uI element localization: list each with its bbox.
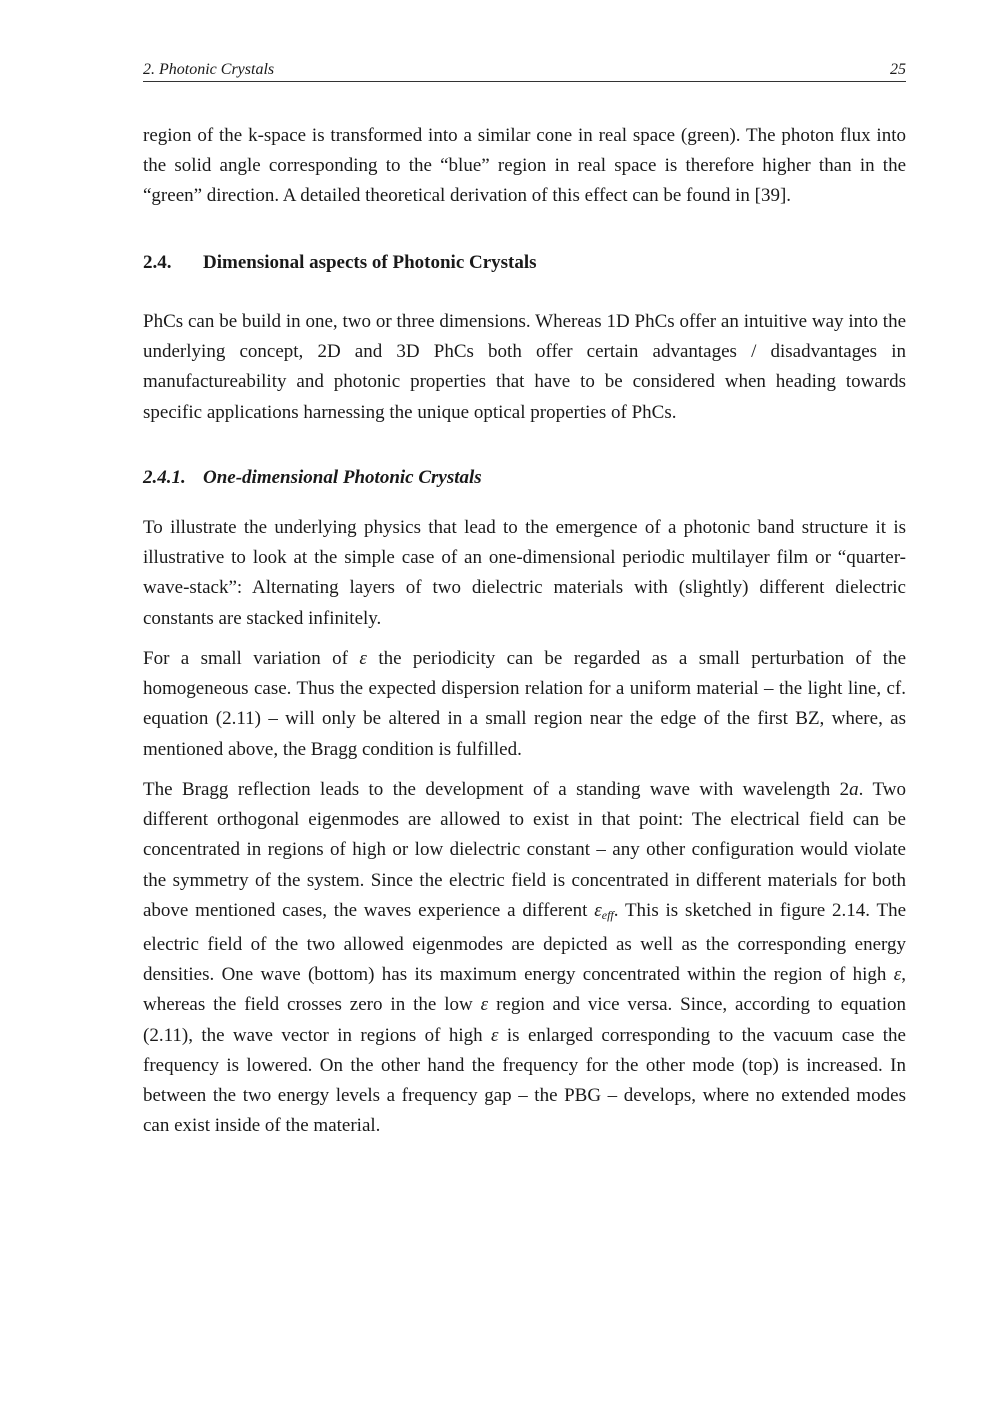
text-run: the periodicity can be regarded as a small perturbation of the homogeneous case. Thus the expected dispersion relation for a uniform material – the light line, cf. equation (2.11) – will only be altered in a small region near the edge of the first BZ, where, as mentioned above, the Bragg condition is fulfilled. (143, 648, 907, 760)
page-number: 25 (890, 61, 906, 78)
text-run: , whereas the field crosses zero in the low (143, 964, 906, 1016)
epsilon-symbol: ε (491, 1024, 499, 1046)
text-run: The Bragg reflection leads to the development of a standing wave with wavelength 2 (143, 779, 850, 800)
text-run: . Two different orthogonal eigenmodes are allowed to exist in that point: The electrical field can be concentrated in regions of high or low dielectric constant – any other configuration would violate the symmetry of the system. Since the electric field is concentrated in different materials for both above mentioned cases, the waves experience a different (143, 779, 906, 921)
paragraph-perturbation (143, 644, 906, 765)
paragraph-bragg (143, 775, 906, 1141)
text-run: is enlarged corresponding to the vacuum case the frequency is lowered. On the other hand the frequency for the other mode (top) is increased. In between the two energy levels a frequency gap – the PBG – develops, where no extended modes can exist inside of the material. (143, 1024, 906, 1137)
lattice-constant-symbol: a (849, 779, 859, 800)
subsection-number: 2.4.1. (143, 467, 186, 488)
running-header (143, 60, 906, 82)
epsilon-symbol: ε (594, 899, 602, 921)
section-number: 2.4. (143, 252, 172, 273)
section-heading (143, 251, 537, 275)
epsilon-symbol: ε (359, 648, 367, 669)
section-title: Dimensional aspects of Photonic Crystals (203, 252, 537, 273)
eff-subscript: eff (601, 907, 614, 922)
epsilon-symbol: ε (893, 964, 902, 986)
paragraph-dimensional-aspects: PhCs can be build in one, two or three dimensions. Whereas 1D PhCs offer an intuitive way into the underlying concept, 2D and 3D PhCs both offer certain advantages / disadvantages in manufactureability and photonic properties that have to be considered when heading towards specific applications harnessing the unique optical properties of PhCs. (143, 311, 906, 423)
subsection-title: One-dimensional Photonic Crystals (203, 467, 482, 488)
paragraph-1d-intro: To illustrate the underlying physics that lead to the emergence of a photonic band structure it is illustrative to look at the simple case of an one-dimensional periodic multilayer film or “quarter-wave-stack”: Alternating layers of two dielectric materials with (slightly) different dielectric constants are stacked infinitely. (143, 517, 906, 629)
epsilon-symbol: ε (480, 994, 489, 1016)
subsection-heading (143, 466, 482, 490)
paragraph-intro: region of the k-space is transformed into a similar cone in real space (green). The photon flux into the solid angle corresponding to the “blue” region in real space is therefore higher than in the “green” direction. A detailed theoretical derivation of this effect can be found in [39]. (143, 125, 906, 207)
text-run: . This is sketched in figure 2.14. The electric field of the two allowed eigenmodes are depicted as well as the corresponding energy densities. One wave (bottom) has its maximum energy concentrated within the region of high (143, 899, 906, 986)
text-run: region and vice versa. Since, according to equation (2.11), the wave vector in regions of high (143, 994, 906, 1046)
text-run: For a small variation of (143, 648, 360, 669)
chapter-title: 2. Photonic Crystals (143, 61, 275, 78)
